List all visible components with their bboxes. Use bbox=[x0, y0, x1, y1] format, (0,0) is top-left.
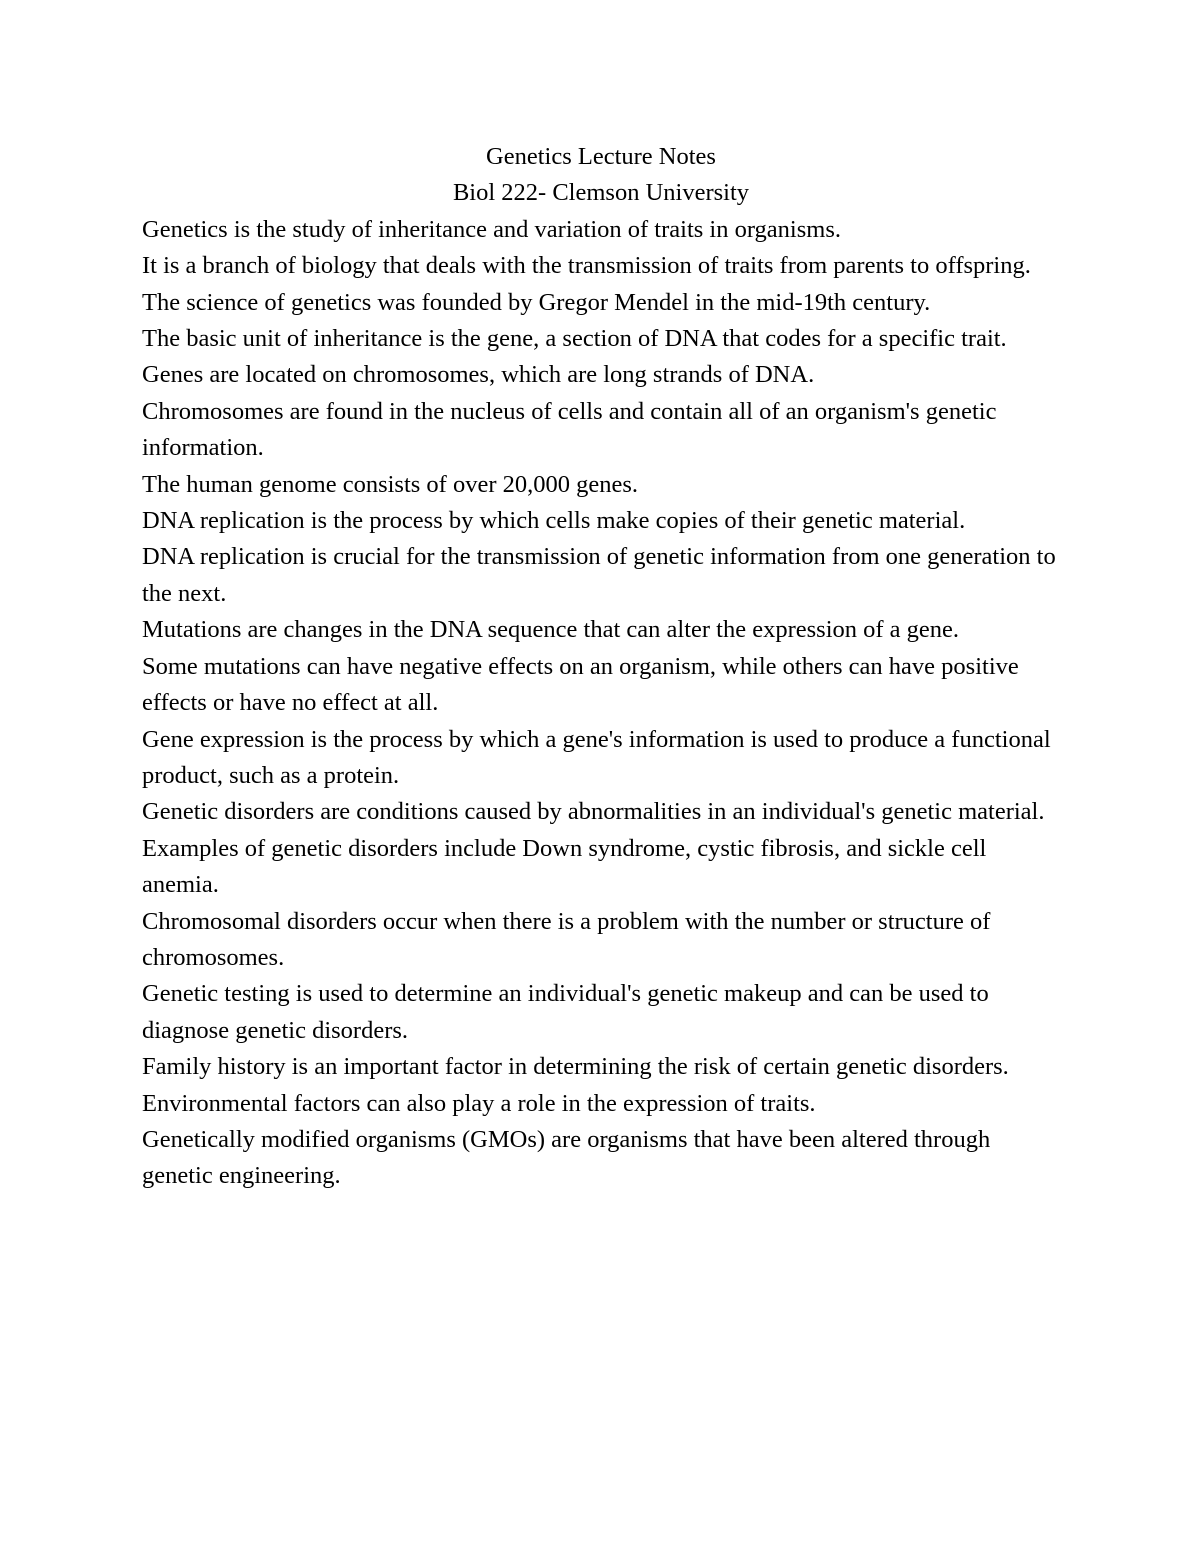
note-paragraph: DNA replication is the process by which cells make copies of their genetic material. bbox=[142, 507, 966, 535]
note-paragraph: Genetic disorders are conditions caused by abnormalities in an individual's genetic material. bbox=[142, 798, 1045, 826]
note-paragraph: DNA replication is crucial for the transmission of genetic information from one generation to the next. bbox=[142, 543, 1056, 607]
document-body bbox=[142, 139, 1060, 1195]
note-paragraph: Gene expression is the process by which a gene's information is used to produce a functional product, such as a protein. bbox=[142, 725, 1051, 789]
note-paragraph: Some mutations can have negative effects on an organism, while others can have positive effects or have no effect at all. bbox=[142, 652, 1019, 717]
note-paragraph: The basic unit of inheritance is the gene, a section of DNA that codes for a specific trait. bbox=[142, 325, 1007, 353]
document-subtitle: Biol 222- Clemson University bbox=[452, 179, 750, 207]
note-paragraph: Genes are located on chromosomes, which are long strands of DNA. bbox=[142, 361, 815, 389]
note-paragraph: The human genome consists of over 20,000 genes. bbox=[142, 470, 639, 498]
note-paragraph: Examples of genetic disorders include Down syndrome, cystic fibrosis, and sickle cell anemia. bbox=[142, 834, 987, 899]
note-paragraph: It is a branch of biology that deals with the transmission of traits from parents to offspring. bbox=[142, 252, 1031, 280]
note-paragraph: Genetics is the study of inheritance and variation of traits in organisms. bbox=[142, 215, 841, 243]
note-paragraph: Family history is an important factor in determining the risk of certain genetic disorders. bbox=[142, 1053, 1009, 1081]
note-paragraph: Genetic testing is used to determine an individual's genetic makeup and can be used to diagnose genetic disorders. bbox=[142, 980, 989, 1044]
note-paragraph: The science of genetics was founded by Gregor Mendel in the mid-19th century. bbox=[142, 288, 931, 316]
note-paragraph: Mutations are changes in the DNA sequence that can alter the expression of a gene. bbox=[142, 616, 960, 644]
document-title: Genetics Lecture Notes bbox=[486, 143, 716, 170]
note-paragraph: Genetically modified organisms (GMOs) are organisms that have been altered through genetic engineering. bbox=[142, 1125, 991, 1190]
note-paragraph: Chromosomes are found in the nucleus of cells and contain all of an organism's genetic information. bbox=[142, 397, 997, 462]
note-paragraph: Chromosomal disorders occur when there is a problem with the number or structure of chromosomes. bbox=[142, 907, 991, 971]
note-paragraph: Environmental factors can also play a role in the expression of traits. bbox=[142, 1089, 816, 1117]
